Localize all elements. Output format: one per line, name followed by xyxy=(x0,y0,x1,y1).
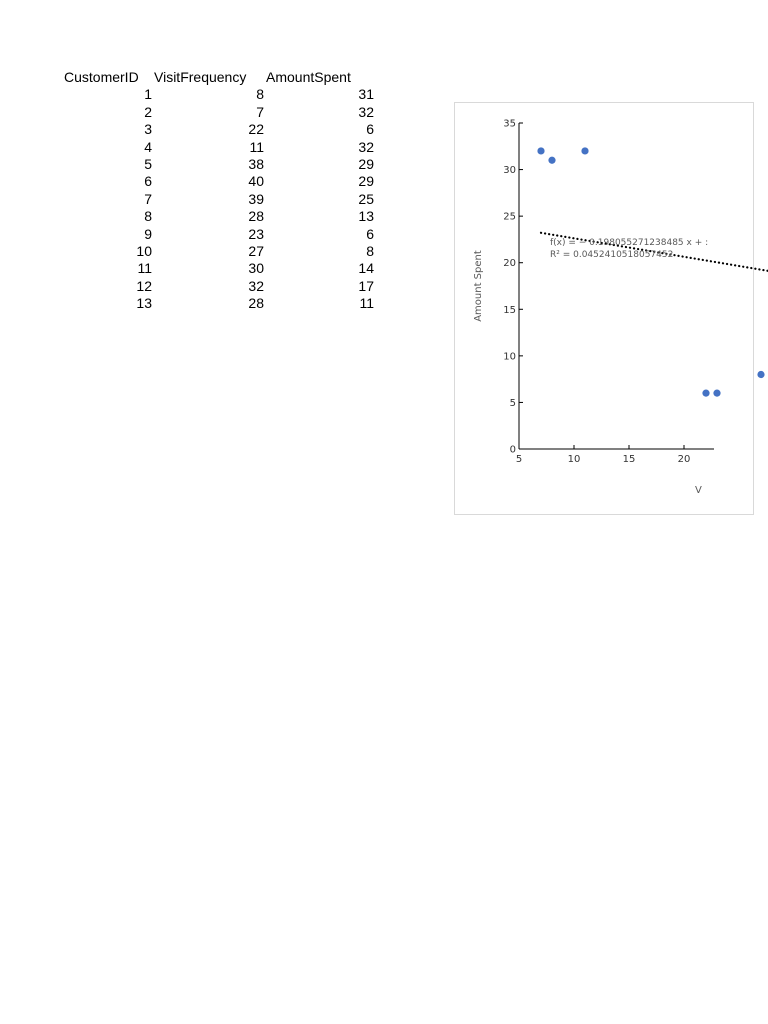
table-row xyxy=(62,191,374,208)
cell-visit-frequency[interactable]: 27 xyxy=(248,243,264,260)
scatter-point[interactable] xyxy=(702,390,709,397)
y-tick-label: 5 xyxy=(509,397,516,409)
scatter-point[interactable] xyxy=(537,147,544,154)
cell-visit-frequency[interactable]: 28 xyxy=(248,208,264,225)
scatter-point[interactable] xyxy=(548,157,555,164)
cell-customer-id[interactable]: 10 xyxy=(136,243,152,260)
table-row xyxy=(62,260,374,277)
cell-visit-frequency[interactable]: 39 xyxy=(248,190,264,207)
cell-visit-frequency[interactable]: 32 xyxy=(248,277,264,294)
table-row xyxy=(62,86,374,103)
trendline-equation: f(x) = − 0.198055271238485 x + : xyxy=(550,238,709,248)
cell-customer-id[interactable]: 5 xyxy=(144,156,152,173)
cell-customer-id[interactable]: 8 xyxy=(144,208,152,225)
cell-customer-id[interactable]: 6 xyxy=(144,173,152,190)
header-amount-spent[interactable]: AmountSpent xyxy=(266,69,351,85)
table-row xyxy=(62,278,374,295)
y-tick-label: 35 xyxy=(503,118,516,130)
table-row xyxy=(62,104,374,121)
cell-amount-spent[interactable]: 32 xyxy=(358,103,374,120)
table-header-row xyxy=(62,69,374,86)
table-row xyxy=(62,295,374,312)
y-tick-label: 20 xyxy=(503,258,516,270)
table-row xyxy=(62,139,374,156)
cell-customer-id[interactable]: 1 xyxy=(144,86,152,103)
table-body xyxy=(62,86,374,312)
header-visit-frequency[interactable]: VisitFrequency xyxy=(154,69,247,85)
table-row xyxy=(62,173,374,190)
x-axis-title: V xyxy=(695,485,702,496)
cell-visit-frequency[interactable]: 11 xyxy=(249,138,264,155)
cell-amount-spent[interactable]: 31 xyxy=(358,86,374,103)
cell-amount-spent[interactable]: 32 xyxy=(358,138,374,155)
y-tick-label: 30 xyxy=(503,165,516,177)
cell-customer-id[interactable]: 3 xyxy=(144,121,152,138)
y-tick-label: 15 xyxy=(503,304,516,316)
x-tick-label: 10 xyxy=(567,454,581,465)
data-table xyxy=(62,69,374,313)
cell-amount-spent[interactable]: 6 xyxy=(366,121,374,138)
cell-visit-frequency[interactable]: 40 xyxy=(248,173,264,190)
cell-customer-id[interactable]: 12 xyxy=(136,277,152,294)
table-row xyxy=(62,226,374,243)
cell-amount-spent[interactable]: 8 xyxy=(366,243,374,260)
x-tick-label: 5 xyxy=(515,454,523,465)
scatter-point[interactable] xyxy=(757,371,764,378)
cell-customer-id[interactable]: 4 xyxy=(144,138,152,155)
cell-customer-id[interactable]: 11 xyxy=(137,260,152,277)
scatter-point[interactable] xyxy=(581,147,588,154)
cell-customer-id[interactable]: 9 xyxy=(144,225,152,242)
cell-amount-spent[interactable]: 11 xyxy=(359,295,374,312)
scatter-chart[interactable] xyxy=(454,102,709,517)
cell-customer-id[interactable]: 7 xyxy=(144,190,152,207)
scatter-point[interactable] xyxy=(713,390,720,397)
cell-visit-frequency[interactable]: 8 xyxy=(256,86,264,103)
cell-amount-spent[interactable]: 13 xyxy=(358,208,374,225)
table-row xyxy=(62,156,374,173)
y-tick-label: 25 xyxy=(503,211,516,223)
cell-visit-frequency[interactable]: 38 xyxy=(248,156,264,173)
cell-visit-frequency[interactable]: 30 xyxy=(248,260,264,277)
cell-amount-spent[interactable]: 29 xyxy=(358,173,374,190)
cell-amount-spent[interactable]: 17 xyxy=(358,277,374,294)
header-customer-id[interactable]: CustomerID xyxy=(64,69,139,85)
y-tick-label: 10 xyxy=(503,351,516,363)
x-tick-label: 15 xyxy=(622,454,636,465)
trendline-r-squared: R² = 0.0452410518057452 xyxy=(550,250,674,260)
table-row xyxy=(62,121,374,138)
chart-area[interactable] xyxy=(454,102,709,517)
cell-amount-spent[interactable]: 14 xyxy=(358,260,374,277)
cell-visit-frequency[interactable]: 23 xyxy=(248,225,264,242)
table-row xyxy=(62,243,374,260)
cell-amount-spent[interactable]: 6 xyxy=(366,225,374,242)
table-row xyxy=(62,208,374,225)
y-tick-label: 0 xyxy=(509,444,516,456)
cell-customer-id[interactable]: 2 xyxy=(144,103,152,120)
cell-visit-frequency[interactable]: 22 xyxy=(248,121,264,138)
cell-visit-frequency[interactable]: 7 xyxy=(256,103,264,120)
cell-visit-frequency[interactable]: 28 xyxy=(248,295,264,312)
y-axis-title: Amount Spent xyxy=(473,250,484,322)
cell-amount-spent[interactable]: 29 xyxy=(358,156,374,173)
cell-amount-spent[interactable]: 25 xyxy=(358,190,374,207)
cell-customer-id[interactable]: 13 xyxy=(136,295,152,312)
x-tick-label: 20 xyxy=(677,454,691,465)
